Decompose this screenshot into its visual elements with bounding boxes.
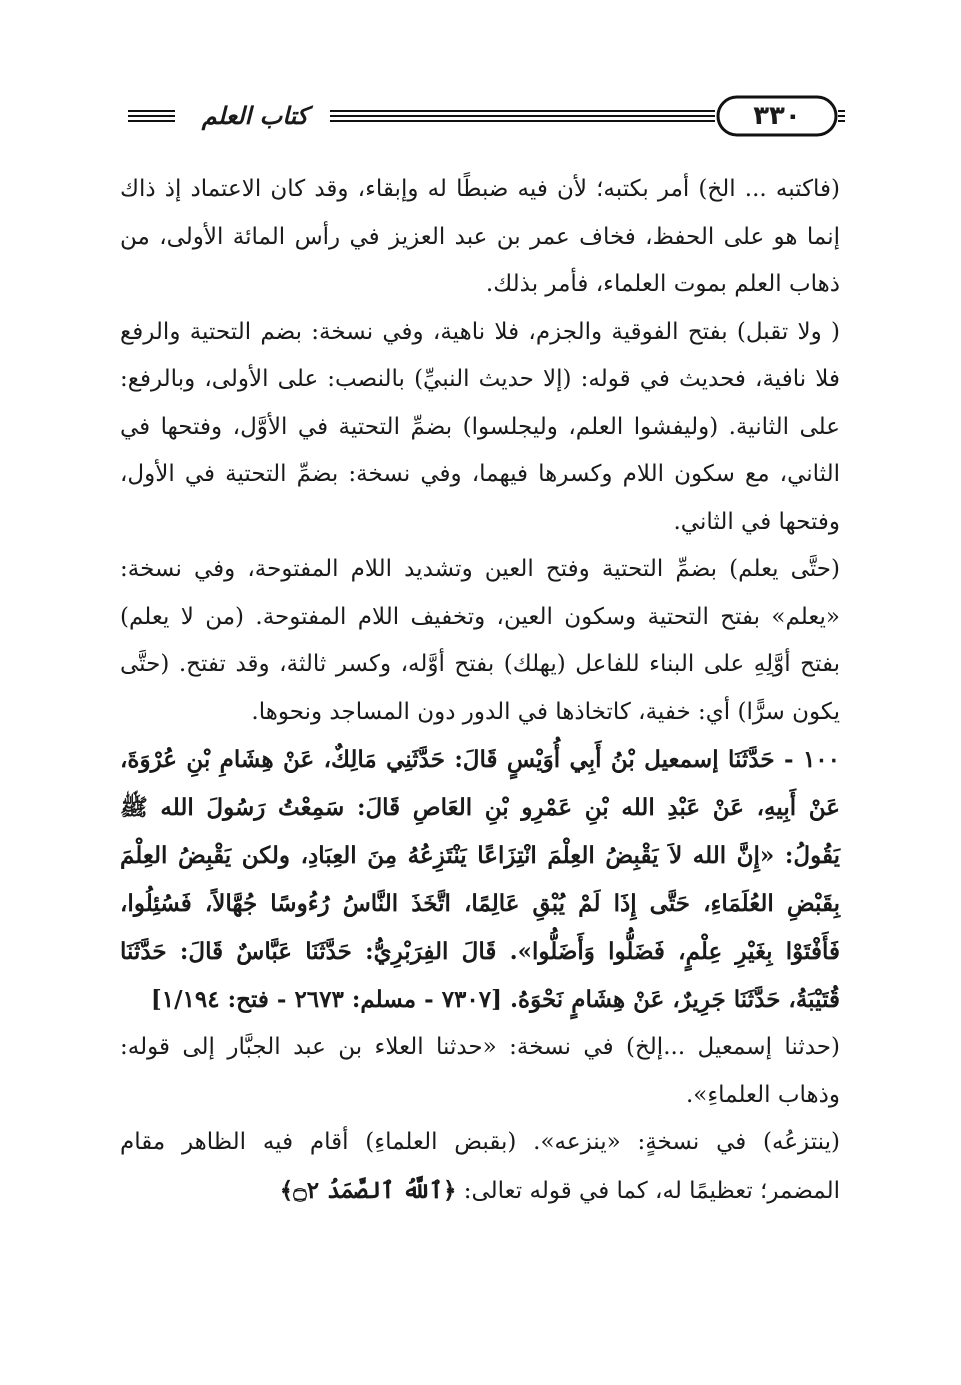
paragraph: (فاكتبه ... الخ) أمر بكتبه؛ لأن فيه ضبطًا له وإبقاء، وقد كان الاعتماد إذ ذاك إنما هو على الحفظ، فخاف عمر بن عبد العزيز في رأس المائة الأولى، من ذهاب العلم بموت العلماء، فأمر بذلك. [120,176,840,297]
paragraph: (حتَّى يعلم) بضمِّ التحتية وفتح العين وتشديد اللام المفتوحة، وفي نسخة: «يعلم» بفتح التحتية وسكون العين، وتخفيف اللام المفتوحة. (من لا يعلم) بفتح أوَّلِهِ على البناء للفاعل (يهلك) بفتح أوَّله، وكسر ثالثة، وقد تفتح. (حتَّى يكون سرًّا) أي: خفية، كاتخاذها في الدور دون المساجد ونحوها. [120,556,840,725]
quran-verse: ﴿ٱللَّهُ ٱلصَّمَدُ ۝٢﴾ [279,1176,457,1204]
book-title: كتاب العلم [201,101,309,130]
paragraph-text: (ينتزعُه) في نسخةٍ: «ينزعه». (بقبض العلماءِ) أقام فيه الظاهر مقام المضمر؛ تعظيمًا له، كما في قوله تعالى: [120,1129,840,1204]
paragraph: ( ولا تقبل) بفتح الفوقية والجزم، فلا ناهية، وفي نسخة: بضم التحتية والرفع فلا نافية، فحديث في قوله: (إلا حديث النبيِّ) بالنصب: على الأولى، وبالرفع: على الثانية. (وليفشوا العلم، وليجلسوا) بضمِّ التحتية في الأوَّل، وفتحها في الثاني، مع سكون اللام وكسرها فيهما، وفي نسخة: بضمِّ التحتية في الأول، وفتحها في الثاني. [120,318,840,535]
hadith-paragraph: ١٠٠ - حَدَّثَنَا إسمعيل بْنُ أَبِي أُوَيْسٍ قَالَ: حَدَّثَنِي مَالِكٌ، عَنْ هِشَامِ بْنِ عُرْوَةَ، عَنْ أَبِيهِ، عَنْ عَبْدِ الله بْنِ عَمْرِو بْنِ العَاصِ قَالَ: سَمِعْتُ رَسُولَ الله ﷺ يَقُولُ: «إِنَّ الله لاَ يَقْبِضُ العِلْمَ انْتِزَاعًا يَنْتَزِعُهُ مِنَ العِبَادِ، ولكن يَقْبِضُ العِلْمَ بِقَبْضِ العُلَمَاءِ، حَتَّى إِذَا لَمْ يُبْقِ عَالِمًا، اتَّخَذَ النَّاسُ رُءُوسًا جُهَّالاً، فَسُئِلُوا، فَأَفْتَوْا بِغَيْرِ عِلْمٍ، فَضَلُّوا وَأَضَلُّوا». قَالَ الفِرَبْرِيُّ: حَدَّثَنَا عَبَّاسٌ قَالَ: حَدَّثَنَا قُتَيْبَةُ، حَدَّثَنَا جَرِيرٌ، عَنْ هِشَامٍ نَحْوَهُ. [٧٣٠٧ - مسلم: ٢٦٧٣ - فتح: ١/١٩٤] [120,746,840,1013]
page-number: ٣٣٠ [753,101,801,131]
paragraph: (حدثنا إسمعيل ...إلخ) في نسخة: «حدثنا العلاء بن عبد الجبَّار إلى قوله: وذهاب العلماءِ». [120,1034,840,1108]
page-body [120,166,840,1215]
paragraph [120,1119,840,1215]
